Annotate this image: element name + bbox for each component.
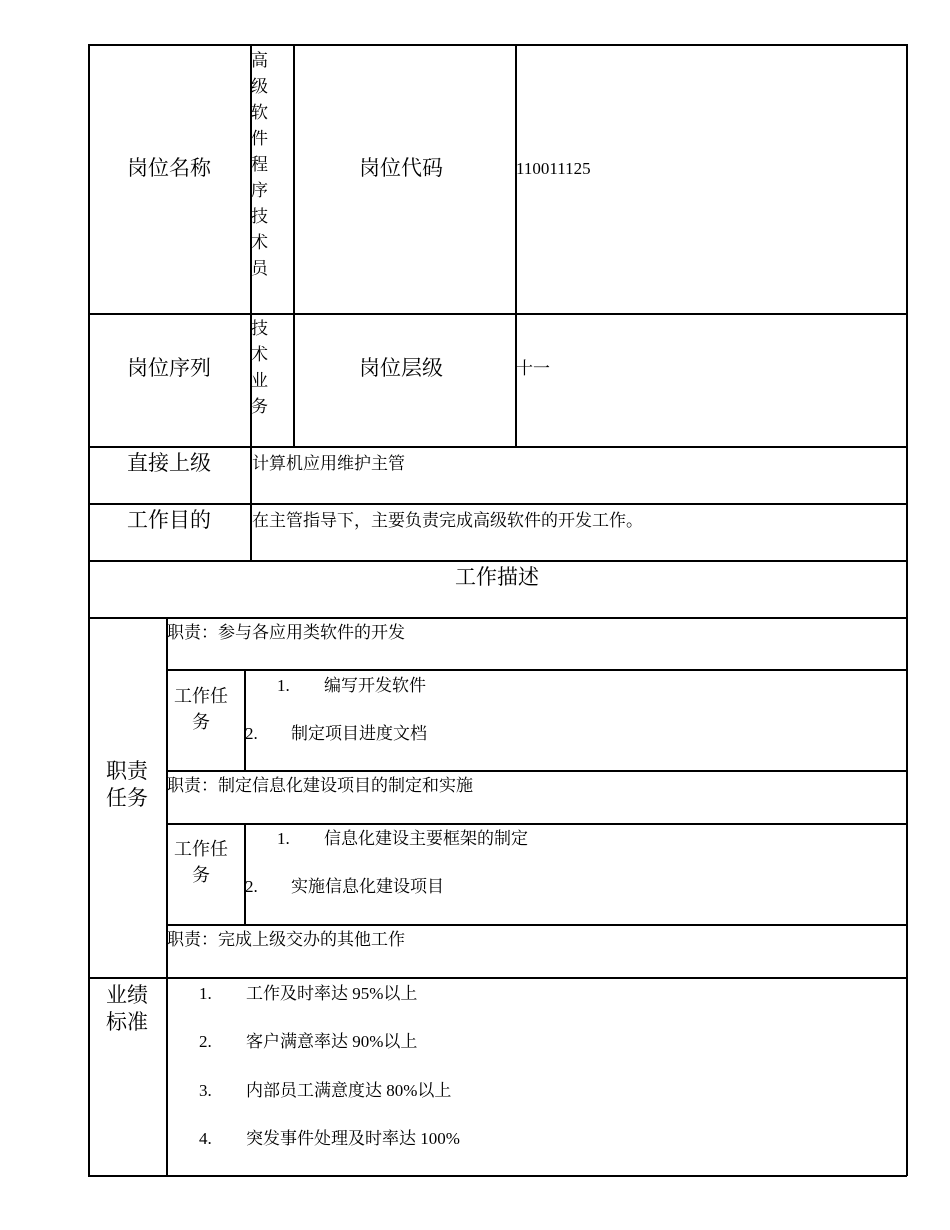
task-number: 2.: [245, 877, 258, 896]
task-text: 信息化建设主要框架的制定: [324, 829, 528, 848]
column-divider: [293, 44, 295, 446]
row-divider: [88, 446, 907, 448]
table-border: [906, 44, 908, 1176]
column-divider: [166, 617, 168, 1176]
duty-title: 职责：参与各应用类软件的开发: [167, 623, 405, 642]
position-name-value: 高级软件程序技术员: [251, 51, 268, 278]
task-label: 工作任务: [174, 686, 228, 733]
table-border: [88, 44, 90, 1176]
section-title: 工作描述: [455, 565, 539, 589]
position-series-label: 岗位序列: [127, 356, 211, 380]
duty-title: 职责：完成上级交办的其他工作: [167, 930, 405, 949]
task-number: 2.: [245, 724, 258, 743]
position-level-value: 十一: [516, 359, 550, 378]
table-border: [88, 1175, 907, 1177]
performance-number: 1.: [199, 984, 212, 1003]
row-divider: [88, 313, 907, 315]
row-divider: [166, 823, 907, 825]
purpose-label: 工作目的: [127, 508, 211, 532]
superior-value: 计算机应用维护主管: [252, 454, 405, 473]
performance-text: 内部员工满意度达 80%以上: [246, 1081, 452, 1100]
table-border: [88, 44, 907, 46]
task-text: 制定项目进度文档: [291, 724, 427, 743]
row-divider: [166, 924, 907, 926]
performance-text: 工作及时率达 95%以上: [246, 984, 418, 1003]
task-number: 1.: [277, 676, 290, 695]
superior-label: 直接上级: [127, 451, 211, 475]
position-series-value: 技术业务: [251, 319, 268, 416]
row-divider: [88, 560, 907, 562]
task-number: 1.: [277, 829, 290, 848]
column-divider: [244, 823, 246, 925]
row-divider: [166, 770, 907, 772]
performance-text: 突发事件处理及时率达 100%: [246, 1129, 460, 1148]
performance-number: 2.: [199, 1032, 212, 1051]
performance-text: 客户满意率达 90%以上: [246, 1032, 418, 1051]
row-divider: [88, 617, 907, 619]
task-label: 工作任务: [174, 839, 228, 886]
column-divider: [515, 44, 517, 446]
performance-number: 3.: [199, 1081, 212, 1100]
position-code-label: 岗位代码: [359, 156, 443, 180]
duty-title: 职责：制定信息化建设项目的制定和实施: [167, 776, 473, 795]
column-divider: [244, 669, 246, 771]
position-name-label: 岗位名称: [127, 156, 211, 180]
purpose-value: 在主管指导下，主要负责完成高级软件的开发工作。: [252, 511, 643, 530]
position-level-label: 岗位层级: [359, 356, 443, 380]
row-divider: [88, 503, 907, 505]
performance-label: 业绩标准: [106, 983, 148, 1034]
duties-label: 职责任务: [106, 759, 148, 810]
performance-number: 4.: [199, 1129, 212, 1148]
task-text: 实施信息化建设项目: [291, 877, 444, 896]
position-code-value: 110011125: [516, 159, 591, 178]
row-divider: [166, 669, 907, 671]
task-text: 编写开发软件: [324, 676, 426, 695]
row-divider: [88, 977, 907, 979]
